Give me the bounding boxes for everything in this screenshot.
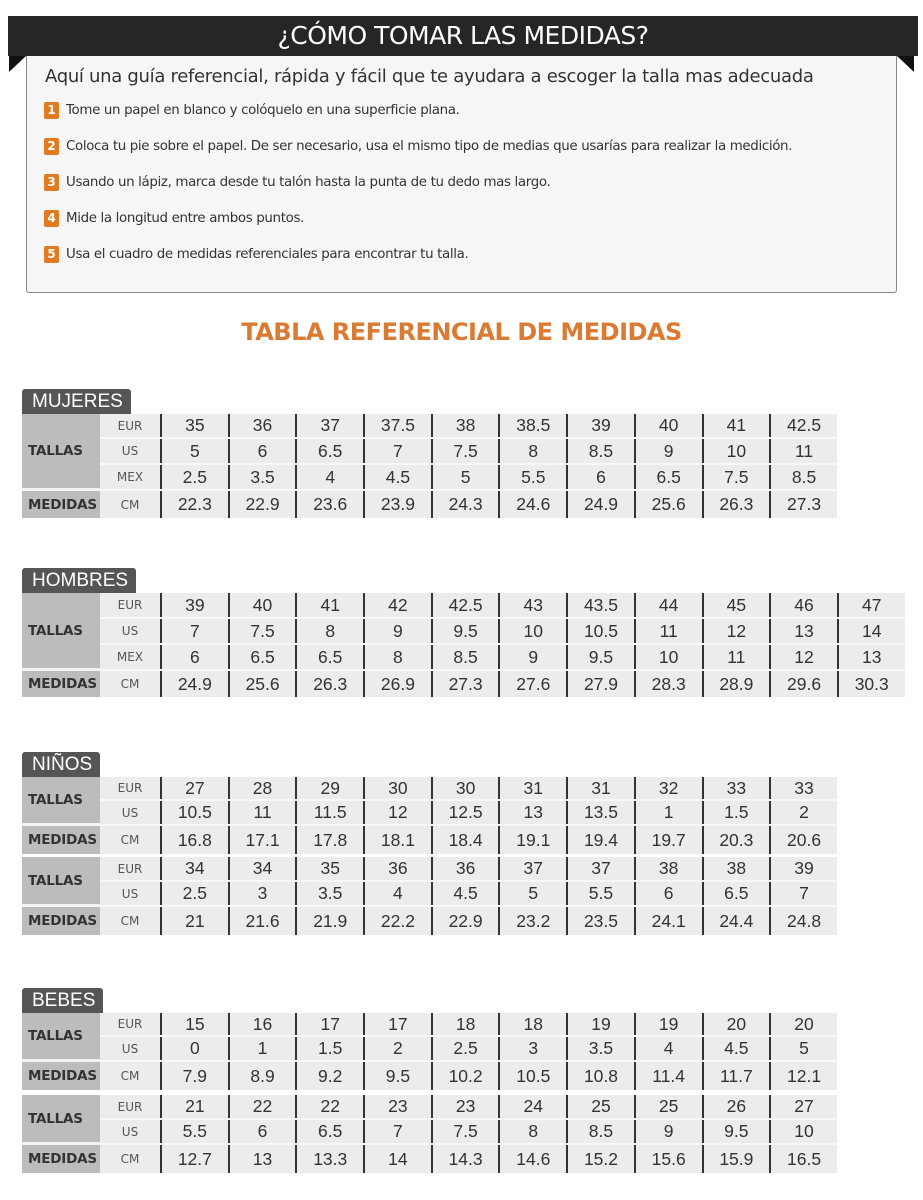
size-cell: 21.6 bbox=[228, 907, 296, 935]
size-cell: 11 bbox=[228, 801, 296, 824]
size-cell: 8.9 bbox=[228, 1062, 296, 1090]
row-unit-label: CM bbox=[100, 1062, 160, 1090]
size-cell: 25 bbox=[634, 1095, 702, 1118]
size-cell: 23 bbox=[363, 1095, 431, 1118]
size-cell: 10.5 bbox=[160, 801, 228, 824]
size-cell: 5 bbox=[431, 465, 499, 489]
step-number-badge: 5 bbox=[44, 246, 59, 263]
size-cell: 38 bbox=[431, 414, 499, 437]
row-unit-label: US bbox=[100, 619, 160, 643]
size-cell: 20.3 bbox=[702, 826, 770, 854]
size-cell: 41 bbox=[295, 593, 363, 617]
table-row-us bbox=[100, 1120, 837, 1145]
size-cell: 43 bbox=[498, 593, 566, 617]
guide-step bbox=[44, 100, 460, 120]
guide-step bbox=[44, 172, 550, 192]
size-cell: 18.1 bbox=[363, 826, 431, 854]
step-text: Tome un papel en blanco y colóquelo en una superficie plana. bbox=[66, 102, 460, 118]
size-cell: 30.3 bbox=[837, 671, 905, 697]
size-cell: 38 bbox=[634, 857, 702, 880]
size-cell: 14 bbox=[363, 1145, 431, 1173]
size-cell: 37.5 bbox=[363, 414, 431, 437]
size-cell: 1.5 bbox=[702, 801, 770, 824]
size-cell: 40 bbox=[634, 414, 702, 437]
size-cell: 6 bbox=[160, 645, 228, 669]
section-tab: HOMBRES bbox=[22, 568, 136, 593]
size-cell: 9.5 bbox=[363, 1062, 431, 1090]
guide-title: ¿CÓMO TOMAR LAS MEDIDAS? bbox=[8, 16, 918, 56]
row-unit-label: US bbox=[100, 801, 160, 824]
size-cell: 9.5 bbox=[702, 1120, 770, 1143]
size-cell: 18 bbox=[498, 1013, 566, 1035]
size-cell: 32 bbox=[634, 777, 702, 799]
size-cell: 9 bbox=[634, 439, 702, 463]
row-unit-label: US bbox=[100, 1037, 160, 1060]
size-cell: 7.5 bbox=[228, 619, 296, 643]
row-unit-label: CM bbox=[100, 1145, 160, 1173]
step-number-badge: 2 bbox=[44, 138, 59, 155]
table-row-us bbox=[100, 801, 837, 826]
size-cell: 22 bbox=[295, 1095, 363, 1118]
size-cell: 23 bbox=[431, 1095, 499, 1118]
size-cell: 39 bbox=[160, 593, 228, 617]
size-cell: 42 bbox=[363, 593, 431, 617]
size-cell: 21 bbox=[160, 1095, 228, 1118]
size-cell: 5.5 bbox=[566, 882, 634, 905]
size-cell: 26.3 bbox=[702, 491, 770, 518]
size-cell: 17 bbox=[363, 1013, 431, 1035]
size-cell: 44 bbox=[634, 593, 702, 617]
row-unit-label: CM bbox=[100, 671, 160, 697]
size-cell: 33 bbox=[702, 777, 770, 799]
size-cell: 19.7 bbox=[634, 826, 702, 854]
medidas-label: MEDIDAS bbox=[22, 491, 100, 518]
size-cell: 9.5 bbox=[431, 619, 499, 643]
size-cell: 19 bbox=[634, 1013, 702, 1035]
size-cell: 2.5 bbox=[160, 882, 228, 905]
row-unit-label: MEX bbox=[100, 645, 160, 669]
table-row-mex bbox=[100, 465, 837, 491]
size-cell: 13 bbox=[837, 645, 905, 669]
size-cell: 11 bbox=[769, 439, 837, 463]
size-table bbox=[22, 1013, 837, 1090]
size-cell: 17.1 bbox=[228, 826, 296, 854]
table-row-us bbox=[100, 1037, 837, 1062]
size-cell: 24 bbox=[498, 1095, 566, 1118]
size-cell: 28 bbox=[228, 777, 296, 799]
size-cell: 10.8 bbox=[566, 1062, 634, 1090]
medidas-label: MEDIDAS bbox=[22, 826, 100, 854]
tallas-label: TALLAS bbox=[22, 414, 100, 491]
size-cell: 13.3 bbox=[295, 1145, 363, 1173]
size-cell: 6.5 bbox=[702, 882, 770, 905]
size-cell: 15 bbox=[160, 1013, 228, 1035]
size-cell: 31 bbox=[566, 777, 634, 799]
size-cell: 9.5 bbox=[566, 645, 634, 669]
size-cell: 28.3 bbox=[634, 671, 702, 697]
size-table bbox=[22, 777, 837, 854]
size-cell: 7 bbox=[363, 439, 431, 463]
size-cell: 16.8 bbox=[160, 826, 228, 854]
row-unit-label: CM bbox=[100, 491, 160, 518]
size-cell: 0 bbox=[160, 1037, 228, 1060]
size-cell: 14.6 bbox=[498, 1145, 566, 1173]
size-cell: 11.5 bbox=[295, 801, 363, 824]
guide-step bbox=[44, 244, 468, 264]
size-cell: 27.9 bbox=[566, 671, 634, 697]
size-cell: 19 bbox=[566, 1013, 634, 1035]
size-cell: 38 bbox=[702, 857, 770, 880]
size-cell: 5 bbox=[160, 439, 228, 463]
size-cell: 6 bbox=[228, 439, 296, 463]
size-cell: 7 bbox=[160, 619, 228, 643]
guide-step bbox=[44, 208, 304, 228]
size-table bbox=[22, 593, 905, 697]
size-cell: 6 bbox=[566, 465, 634, 489]
section-tab: NIÑOS bbox=[22, 752, 100, 777]
row-unit-label: US bbox=[100, 439, 160, 463]
size-cell: 9 bbox=[363, 619, 431, 643]
size-cell: 5.5 bbox=[160, 1120, 228, 1143]
size-cell: 29.6 bbox=[769, 671, 837, 697]
row-unit-label: MEX bbox=[100, 465, 160, 489]
size-cell: 22.9 bbox=[431, 907, 499, 935]
size-cell: 7.5 bbox=[702, 465, 770, 489]
size-cell: 24.9 bbox=[566, 491, 634, 518]
size-cell: 10 bbox=[702, 439, 770, 463]
size-cell: 15.6 bbox=[634, 1145, 702, 1173]
size-cell: 27 bbox=[769, 1095, 837, 1118]
size-cell: 10 bbox=[769, 1120, 837, 1143]
size-cell: 6 bbox=[228, 1120, 296, 1143]
size-cell: 3.5 bbox=[228, 465, 296, 489]
step-text: Coloca tu pie sobre el papel. De ser necesario, usa el mismo tipo de medias que usarías para realizar la medición. bbox=[66, 138, 793, 154]
size-cell: 9 bbox=[498, 645, 566, 669]
size-cell: 5.5 bbox=[498, 465, 566, 489]
size-cell: 26 bbox=[702, 1095, 770, 1118]
row-unit-label: EUR bbox=[100, 1013, 160, 1035]
size-cell: 38.5 bbox=[498, 414, 566, 437]
size-cell: 22.9 bbox=[228, 491, 296, 518]
size-cell: 23.9 bbox=[363, 491, 431, 518]
size-cell: 11 bbox=[702, 645, 770, 669]
size-cell: 3 bbox=[498, 1037, 566, 1060]
medidas-label: MEDIDAS bbox=[22, 671, 100, 697]
size-cell: 18 bbox=[431, 1013, 499, 1035]
size-cell: 24.4 bbox=[702, 907, 770, 935]
size-cell: 42.5 bbox=[769, 414, 837, 437]
size-cell: 37 bbox=[295, 414, 363, 437]
size-cell: 19.4 bbox=[566, 826, 634, 854]
ribbon-fold-left bbox=[9, 56, 26, 72]
size-cell: 20 bbox=[769, 1013, 837, 1035]
size-cell: 6.5 bbox=[295, 1120, 363, 1143]
ribbon-fold-right bbox=[897, 56, 914, 72]
size-cell: 8 bbox=[363, 645, 431, 669]
size-cell: 23.2 bbox=[498, 907, 566, 935]
size-cell: 35 bbox=[295, 857, 363, 880]
size-cell: 23.5 bbox=[566, 907, 634, 935]
size-cell: 13 bbox=[228, 1145, 296, 1173]
table-row-cm bbox=[100, 826, 837, 854]
table-row-us bbox=[100, 619, 905, 645]
size-cell: 17 bbox=[295, 1013, 363, 1035]
size-cell: 21 bbox=[160, 907, 228, 935]
size-cell: 15.2 bbox=[566, 1145, 634, 1173]
size-cell: 24.3 bbox=[431, 491, 499, 518]
size-cell: 15.9 bbox=[702, 1145, 770, 1173]
size-cell: 4.5 bbox=[363, 465, 431, 489]
tallas-label: TALLAS bbox=[22, 593, 100, 671]
size-cell: 27.3 bbox=[431, 671, 499, 697]
size-cell: 4 bbox=[363, 882, 431, 905]
size-cell: 13 bbox=[498, 801, 566, 824]
table-row-eur bbox=[100, 857, 837, 882]
size-cell: 25 bbox=[566, 1095, 634, 1118]
table-row-eur bbox=[100, 777, 837, 801]
step-number-badge: 1 bbox=[44, 102, 59, 119]
size-cell: 2.5 bbox=[160, 465, 228, 489]
size-cell: 42.5 bbox=[431, 593, 499, 617]
size-cell: 12 bbox=[769, 645, 837, 669]
row-unit-label: US bbox=[100, 882, 160, 905]
size-cell: 14.3 bbox=[431, 1145, 499, 1173]
size-cell: 12.5 bbox=[431, 801, 499, 824]
size-cell: 40 bbox=[228, 593, 296, 617]
size-cell: 37 bbox=[498, 857, 566, 880]
row-unit-label: EUR bbox=[100, 414, 160, 437]
step-text: Usa el cuadro de medidas referenciales para encontrar tu talla. bbox=[66, 246, 469, 262]
size-cell: 37 bbox=[566, 857, 634, 880]
size-cell: 16 bbox=[228, 1013, 296, 1035]
size-cell: 10.5 bbox=[566, 619, 634, 643]
size-cell: 27 bbox=[160, 777, 228, 799]
size-cell: 21.9 bbox=[295, 907, 363, 935]
size-cell: 8 bbox=[498, 1120, 566, 1143]
size-cell: 14 bbox=[837, 619, 905, 643]
size-cell: 7 bbox=[769, 882, 837, 905]
size-cell: 17.8 bbox=[295, 826, 363, 854]
step-number-badge: 4 bbox=[44, 210, 59, 227]
size-cell: 4.5 bbox=[702, 1037, 770, 1060]
table-row-cm bbox=[100, 671, 905, 697]
size-cell: 10.2 bbox=[431, 1062, 499, 1090]
size-table bbox=[22, 857, 837, 935]
size-cell: 12 bbox=[363, 801, 431, 824]
size-cell: 39 bbox=[566, 414, 634, 437]
size-cell: 5 bbox=[769, 1037, 837, 1060]
size-cell: 8.5 bbox=[431, 645, 499, 669]
table-row-cm bbox=[100, 907, 837, 935]
size-cell: 13.5 bbox=[566, 801, 634, 824]
size-cell: 34 bbox=[160, 857, 228, 880]
table-row-mex bbox=[100, 645, 905, 671]
row-unit-label: EUR bbox=[100, 857, 160, 880]
section-tab: MUJERES bbox=[22, 389, 131, 414]
size-cell: 16.5 bbox=[769, 1145, 837, 1173]
size-table bbox=[22, 414, 837, 518]
size-cell: 22 bbox=[228, 1095, 296, 1118]
table-row-cm bbox=[100, 1145, 837, 1173]
size-cell: 10 bbox=[634, 645, 702, 669]
size-cell: 8 bbox=[295, 619, 363, 643]
size-cell: 22.3 bbox=[160, 491, 228, 518]
tallas-label: TALLAS bbox=[22, 1095, 100, 1145]
row-unit-label: EUR bbox=[100, 593, 160, 617]
size-cell: 4 bbox=[634, 1037, 702, 1060]
table-row-eur bbox=[100, 593, 905, 619]
size-cell: 24.6 bbox=[498, 491, 566, 518]
size-cell: 4.5 bbox=[431, 882, 499, 905]
step-number-badge: 3 bbox=[44, 174, 59, 191]
table-row-us bbox=[100, 439, 837, 465]
size-cell: 12.7 bbox=[160, 1145, 228, 1173]
size-cell: 12.1 bbox=[769, 1062, 837, 1090]
tallas-label: TALLAS bbox=[22, 777, 100, 826]
guide-intro: Aquí una guía referencial, rápida y fácil que te ayudara a escoger la talla mas adecuada bbox=[45, 66, 814, 87]
size-cell: 1.5 bbox=[295, 1037, 363, 1060]
size-cell: 11.4 bbox=[634, 1062, 702, 1090]
size-cell: 33 bbox=[769, 777, 837, 799]
size-cell: 35 bbox=[160, 414, 228, 437]
size-cell: 27.6 bbox=[498, 671, 566, 697]
size-cell: 22.2 bbox=[363, 907, 431, 935]
size-cell: 18.4 bbox=[431, 826, 499, 854]
size-cell: 26.3 bbox=[295, 671, 363, 697]
size-cell: 29 bbox=[295, 777, 363, 799]
size-cell: 24.1 bbox=[634, 907, 702, 935]
size-cell: 20.6 bbox=[769, 826, 837, 854]
step-text: Usando un lápiz, marca desde tu talón hasta la punta de tu dedo mas largo. bbox=[66, 174, 551, 190]
table-row-cm bbox=[100, 491, 837, 518]
size-cell: 13 bbox=[769, 619, 837, 643]
size-cell: 36 bbox=[228, 414, 296, 437]
table-row-us bbox=[100, 882, 837, 907]
size-cell: 3 bbox=[228, 882, 296, 905]
table-title: TABLA REFERENCIAL DE MEDIDAS bbox=[241, 318, 682, 346]
size-cell: 39 bbox=[769, 857, 837, 880]
size-cell: 2 bbox=[363, 1037, 431, 1060]
size-cell: 27.3 bbox=[769, 491, 837, 518]
size-cell: 7.5 bbox=[431, 1120, 499, 1143]
tallas-label: TALLAS bbox=[22, 1013, 100, 1062]
size-cell: 43.5 bbox=[566, 593, 634, 617]
table-row-eur bbox=[100, 1095, 837, 1120]
size-cell: 7.5 bbox=[431, 439, 499, 463]
size-cell: 11.7 bbox=[702, 1062, 770, 1090]
size-cell: 6.5 bbox=[228, 645, 296, 669]
size-cell: 24.9 bbox=[160, 671, 228, 697]
section-tab: BEBES bbox=[22, 988, 103, 1013]
size-cell: 9 bbox=[634, 1120, 702, 1143]
size-cell: 1 bbox=[228, 1037, 296, 1060]
size-cell: 10.5 bbox=[498, 1062, 566, 1090]
size-cell: 10 bbox=[498, 619, 566, 643]
medidas-label: MEDIDAS bbox=[22, 907, 100, 935]
size-cell: 12 bbox=[702, 619, 770, 643]
row-unit-label: US bbox=[100, 1120, 160, 1143]
size-cell: 23.6 bbox=[295, 491, 363, 518]
size-cell: 26.9 bbox=[363, 671, 431, 697]
size-table bbox=[22, 1095, 837, 1173]
size-cell: 34 bbox=[228, 857, 296, 880]
size-cell: 19.1 bbox=[498, 826, 566, 854]
size-cell: 6 bbox=[634, 882, 702, 905]
size-cell: 36 bbox=[431, 857, 499, 880]
size-cell: 25.6 bbox=[634, 491, 702, 518]
size-cell: 28.9 bbox=[702, 671, 770, 697]
size-cell: 7.9 bbox=[160, 1062, 228, 1090]
size-cell: 30 bbox=[363, 777, 431, 799]
size-cell: 2.5 bbox=[431, 1037, 499, 1060]
size-cell: 30 bbox=[431, 777, 499, 799]
size-cell: 24.8 bbox=[769, 907, 837, 935]
size-cell: 2 bbox=[769, 801, 837, 824]
size-cell: 1 bbox=[634, 801, 702, 824]
size-cell: 41 bbox=[702, 414, 770, 437]
row-unit-label: EUR bbox=[100, 1095, 160, 1118]
size-cell: 3.5 bbox=[295, 882, 363, 905]
table-row-cm bbox=[100, 1062, 837, 1090]
table-row-eur bbox=[100, 1013, 837, 1037]
size-cell: 31 bbox=[498, 777, 566, 799]
size-cell: 8.5 bbox=[769, 465, 837, 489]
guide-box bbox=[26, 56, 897, 293]
size-cell: 36 bbox=[363, 857, 431, 880]
size-cell: 11 bbox=[634, 619, 702, 643]
size-cell: 6.5 bbox=[295, 439, 363, 463]
medidas-label: MEDIDAS bbox=[22, 1145, 100, 1173]
row-unit-label: CM bbox=[100, 907, 160, 935]
size-cell: 9.2 bbox=[295, 1062, 363, 1090]
size-cell: 45 bbox=[702, 593, 770, 617]
size-cell: 20 bbox=[702, 1013, 770, 1035]
size-cell: 6.5 bbox=[634, 465, 702, 489]
tallas-label: TALLAS bbox=[22, 857, 100, 907]
size-cell: 8 bbox=[498, 439, 566, 463]
row-unit-label: CM bbox=[100, 826, 160, 854]
guide-step bbox=[44, 136, 792, 156]
size-cell: 6.5 bbox=[295, 645, 363, 669]
size-cell: 8.5 bbox=[566, 1120, 634, 1143]
medidas-label: MEDIDAS bbox=[22, 1062, 100, 1090]
size-cell: 8.5 bbox=[566, 439, 634, 463]
size-cell: 25.6 bbox=[228, 671, 296, 697]
size-cell: 4 bbox=[295, 465, 363, 489]
step-text: Mide la longitud entre ambos puntos. bbox=[66, 210, 304, 226]
size-cell: 7 bbox=[363, 1120, 431, 1143]
size-cell: 46 bbox=[769, 593, 837, 617]
size-cell: 47 bbox=[837, 593, 905, 617]
table-row-eur bbox=[100, 414, 837, 439]
size-cell: 3.5 bbox=[566, 1037, 634, 1060]
size-cell: 5 bbox=[498, 882, 566, 905]
row-unit-label: EUR bbox=[100, 777, 160, 799]
